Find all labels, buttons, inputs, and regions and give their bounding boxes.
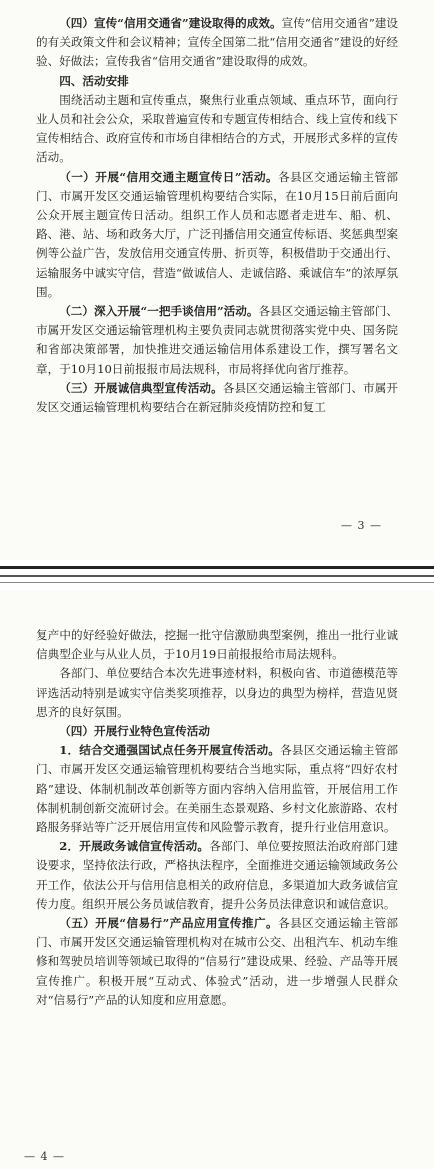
page-4-body: [36, 626, 398, 1010]
paragraph-achievements: （四）宣传“信用交通省”建设取得的成效。宣传“信用交通省”建设的有关政策文件和会议精神；宣传全国第二批“信用交通省”建设的好经验、好做法；宣传我省“信用交通省”建设取得的成效。: [36, 16, 399, 69]
page-divider: [0, 566, 434, 569]
page-number: — 3 —: [341, 519, 382, 532]
page-number: — 4 —: [24, 1150, 65, 1163]
paragraph-recommend: 各部门、单位要结合本次先进事迹材料，积极向省、市道德模范等评选活动特别是诚实守信类奖项推荐，以身边的典型为榜样，营造见贤思齐的良好氛围。: [36, 666, 398, 719]
paragraph-typical-cases: （三）开展诚信典型宣传活动。各县区交通运输主管部门、市属开发区交通运输管理机构要结合在新冠肺炎疫情防控和复工: [36, 380, 398, 415]
page-divider: [0, 575, 434, 577]
paragraph-intro: 围绕活动主题和宣传重点，聚焦行业重点领域、重点环节，面向行业人员和社会公众，采取普遍宣传和专题宣传相结合、线上宣传和线下宣传相结合、政府宣传和市场自律相结合的方式，开展形式多样的宣传活动。: [36, 92, 398, 165]
paragraph-leader-talk: （二）深入开展“一把手谈信用”活动。各县区交通运输主管部门、市属开发区交通运输管理机构主要负责同志就贯彻落实党中央、国务院和省部决策部署，加快推进交通运输信用体系建设工作，撰写署名文章，于10月10日前报报市局法规科，市局将择优向省厅推荐。: [36, 304, 398, 376]
paragraph-xinyixing: （五）开展“信易行”产品应用宣传推广。各县区交通运输主管部门、市属开发区交通运输管理机构对在城市公交、出租汽车、机动车维修和驾驶员培训等领域已取得的“信易行”建设成果、经验、产品等开展宣传推广。积极开展“互动式、体验式”活动，进一步增强人民群众对“信易行”产品的认知度和应用意愿。: [36, 916, 398, 1007]
paragraph-continued: 复产中的好经验好做法，挖掘一批守信激励典型案例，推出一批行业诚信典型企业与从业人员，于10月19日前报报给市局法规科。: [36, 628, 398, 662]
paragraph-theme-day: （一）开展“信用交通主题宣传日”活动。各县区交通运输主管部门、市属开发区交通运输管理机构要结合实际，在10月15日前后面向公众开展主题宣传日活动。组织工作人员和志愿者走进车、船、机、路、港、站、场和政务大厅，广泛刊播信用交通宣传标语、奖惩典型案例等公益广告，发放信用交通宣传册、折页等，积极借助于交通出行、运输服务中诚实守信，营造“做诚信人、走诚信路、乘诚信车”的浓厚氛围。: [36, 169, 398, 299]
section-heading-activities: 四、活动安排: [59, 73, 129, 88]
document-page-4: [0, 590, 434, 1169]
paragraph-pilot-tasks: 1．结合交通强国试点任务开展宣传活动。各县区交通运输主管部门、市属开发区交通运输管理机构要结合当地实际，重点将“四好农村路”建设、体制机制改革创新等方面内容纳入信用监管，开展信用工作体制机制创新交流研讨会。在美丽生态景观路、乡村文化旅游路、农村路服务驿站等广泛开展信用宣传和风险警示教育，提升行业信用意识。: [36, 743, 398, 835]
subheading-industry-activities: （四）开展行业特色宣传活动: [59, 724, 210, 739]
document-page-3: [0, 0, 434, 560]
paragraph-government-integrity: 2．开展政务诚信宣传活动。各部门、单位要按照法治政府部门建设要求，坚持依法行政，严格执法程序，全面推进交通运输领域政务公开工作，依法公开与信用信息相关的政府信息，多渠道加大政务诚信宣传力度。组织开展公务员诚信教育，提升公务员法律意识和诚信意识。: [36, 839, 398, 911]
page-3-body: [36, 14, 398, 417]
page-divider: [0, 582, 434, 583]
